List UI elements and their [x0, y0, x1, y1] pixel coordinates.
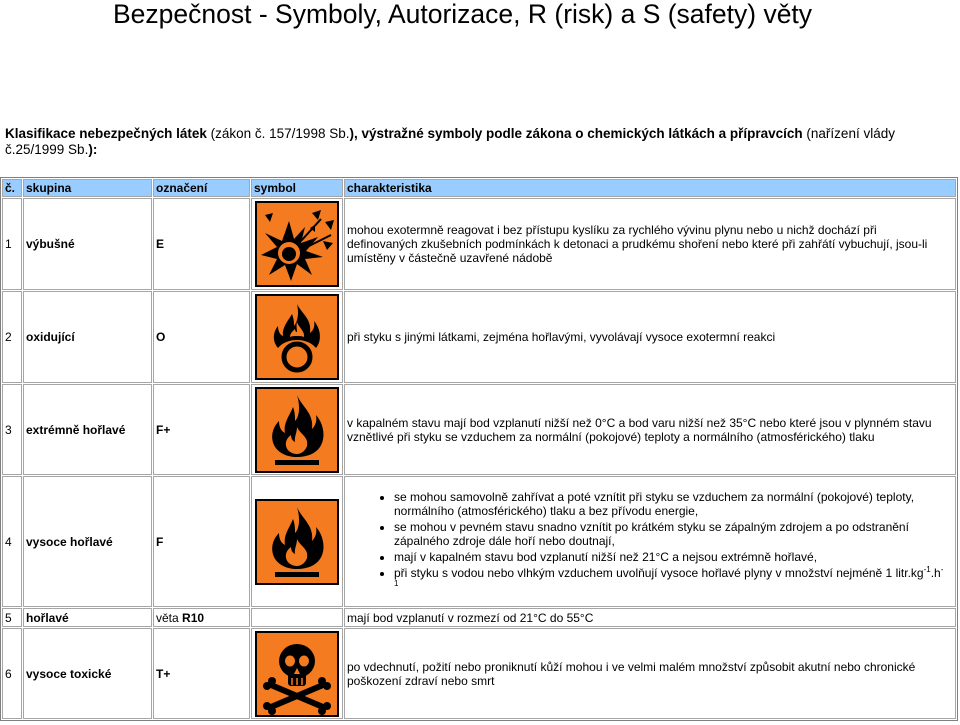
intro-normal-2: (nařízení vlády [806, 126, 895, 141]
header-designation: označení [153, 179, 250, 197]
cell-description: v kapalném stavu mají bod vzplanutí nižší než 0°C a bod varu nižší než 35°C nebo které jsou v plynném stavu vznětlivé při styku se vzduchem za normální (pokojové) teploty a normálního (atmosférického) tlaku [344, 384, 956, 475]
cell-designation: T+ [153, 628, 250, 719]
cell-group: extrémně hořlavé [23, 384, 152, 475]
cell-designation: E [153, 198, 250, 290]
exploding-bomb-icon [255, 201, 339, 287]
table-row [2, 291, 956, 383]
cell-description: při styku s jinými látkami, zejména hořlavými, vyvolávají vysoce exotermní reakci [344, 291, 956, 383]
header-number: č. [2, 179, 22, 197]
table-row [2, 628, 956, 719]
list-item: • se mohou v pevném stavu snadno vznítit po krátkém styku se zápalným zdrojem a po odstranění zápalného zdroje dále hoří nebo doutnají, [394, 520, 947, 548]
header-description: charakteristika [344, 179, 956, 197]
table-row [2, 608, 956, 627]
intro-bold-3: ): [88, 142, 98, 157]
cell-symbol [251, 476, 343, 607]
designation-prefix: věta [156, 610, 179, 625]
list-item: • se mohou samovolně zahřívat a poté vznítit při styku se vzduchem za normální (pokojové) teploty, normálního (atmosférického) tlaku a bez přívodu energie, [394, 490, 947, 518]
skull-and-crossbones-icon [255, 631, 339, 717]
table-row [2, 384, 956, 475]
cell-description [344, 476, 956, 607]
cell-designation [153, 608, 250, 627]
hazard-classification-table [0, 177, 958, 721]
unit-exponent: -1 [394, 564, 944, 588]
intro-bold-1: Klasifikace nebezpečných látek [5, 126, 207, 141]
cell-symbol [251, 291, 343, 383]
cell-symbol [251, 198, 343, 290]
cell-number: 4 [2, 476, 22, 607]
header-group: skupina [23, 179, 152, 197]
list-item-text: při styku s vodou nebo vlhkým vzduchem uvolňují vysoce hořlavé plyny v množství nejméně 1 litr.kg [394, 565, 924, 580]
cell-designation: F [153, 476, 250, 607]
cell-number: 6 [2, 628, 22, 719]
cell-symbol [251, 628, 343, 719]
header-symbol: symbol [251, 179, 343, 197]
cell-number: 3 [2, 384, 22, 475]
designation-code: R10 [182, 610, 205, 625]
cell-description: mohou exotermně reagovat i bez přístupu kyslíku za rychlého vývinu plynu nebo u nichž dochází při definovaných zkušebních podmínkách k detonaci a prudkému shoření nebo které při zahřátí vybuchují, jsou-li umístěny v částečně uzavřené nádobě [344, 198, 956, 290]
cell-number: 5 [2, 608, 22, 627]
cell-group: oxidující [23, 291, 152, 383]
table-row [2, 198, 956, 290]
unit-exponent: -1 [923, 564, 931, 574]
cell-group: výbušné [23, 198, 152, 290]
cell-symbol [251, 608, 343, 627]
cell-group: vysoce hořlavé [23, 476, 152, 607]
table-row [2, 476, 956, 607]
description-bullet-list [347, 490, 947, 594]
list-item: • mají v kapalném stavu bod vzplanutí nižší než 21°C a nejsou extrémně hořlavé, [394, 550, 947, 564]
cell-number: 1 [2, 198, 22, 290]
slide-title: Bezpečnost - Symboly, Autorizace, R (risk) a S (safety) věty [113, 0, 813, 29]
cell-description: mají bod vzplanutí v rozmezí od 21°C do 55°C [344, 608, 956, 627]
table-header-row [2, 179, 956, 197]
flame-icon [255, 499, 339, 585]
cell-symbol [251, 384, 343, 475]
cell-designation: O [153, 291, 250, 383]
cell-number: 2 [2, 291, 22, 383]
list-item [394, 566, 947, 594]
intro-normal-1: (zákon č. 157/1998 Sb. [210, 126, 350, 141]
list-item-unit: .h [930, 565, 941, 580]
intro-normal-3: č.25/1999 Sb. [5, 142, 89, 157]
cell-group: vysoce toxické [23, 628, 152, 719]
cell-designation: F+ [153, 384, 250, 475]
intro-text [5, 126, 895, 158]
flame-over-circle-icon [255, 294, 339, 380]
cell-description: po vdechnutí, požití nebo proniknutí kůží mohou i ve velmi malém množství způsobit akutní nebo chronické poškození zdraví nebo smrt [344, 628, 956, 719]
intro-bold-2: ), výstražné symboly podle zákona o chemických látkách a přípravcích [349, 126, 803, 141]
cell-group: hořlavé [23, 608, 152, 627]
flame-icon [255, 387, 339, 473]
